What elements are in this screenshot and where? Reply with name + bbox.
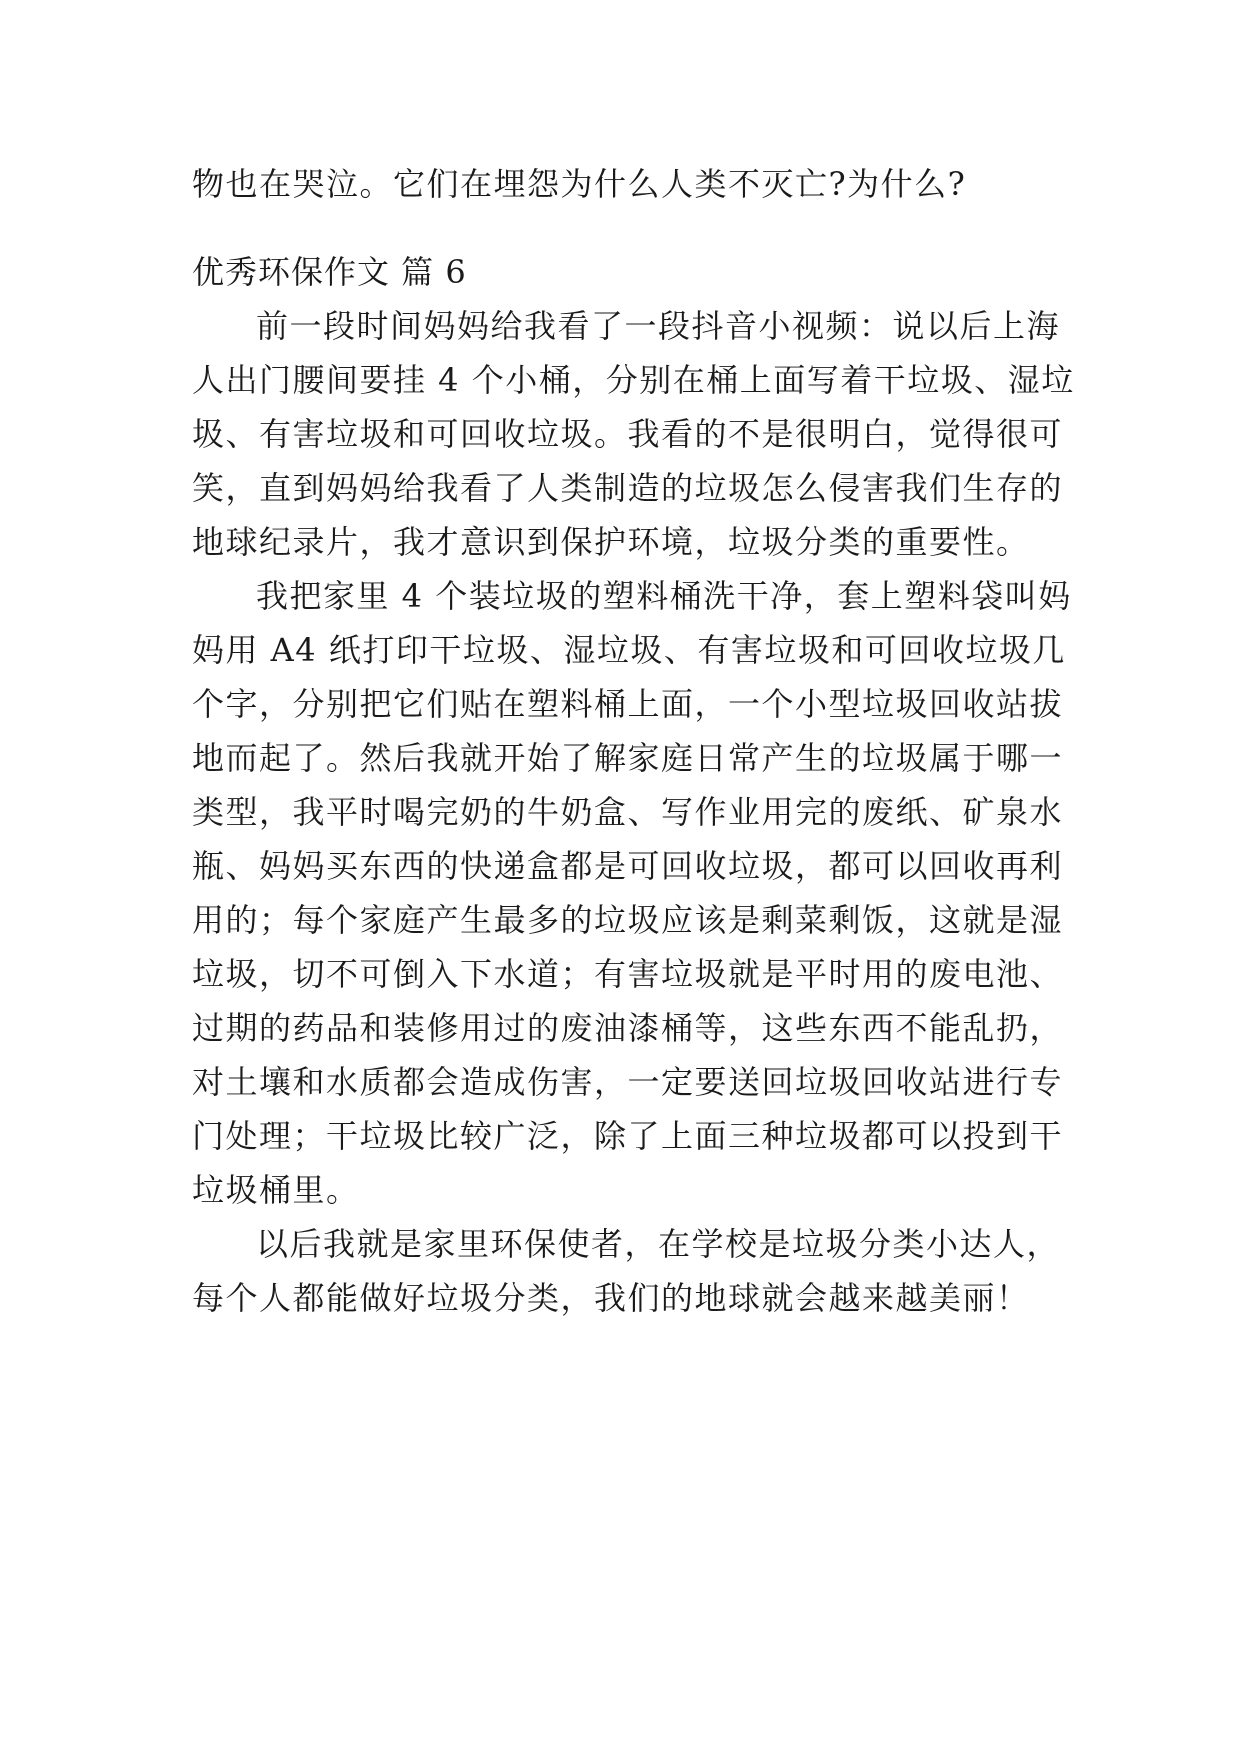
continuation-line: 物也在哭泣。它们在埋怨为什么人类不灭亡?为什么? (192, 165, 967, 203)
paragraph-line: 垃圾桶里。 (192, 1171, 360, 1209)
paragraph-line: 过期的药品和装修用过的废油漆桶等，这些东西不能乱扔， (192, 1009, 1064, 1047)
paragraph-line: 门处理；干垃圾比较广泛，除了上面三种垃圾都可以投到干 (192, 1117, 1064, 1155)
paragraph-line: 妈用 A4 纸打印干垃圾、湿垃圾、有害垃圾和可回收垃圾几 (192, 631, 1066, 669)
paragraph-line: 前一段时间妈妈给我看了一段抖音小视频：说以后上海 (256, 307, 1061, 345)
paragraph-line: 以后我就是家里环保使者，在学校是垃圾分类小达人， (256, 1225, 1061, 1263)
paragraph-line: 用的；每个家庭产生最多的垃圾应该是剩菜剩饭，这就是湿 (192, 901, 1064, 939)
paragraph-line: 瓶、妈妈买东西的快递盒都是可回收垃圾，都可以回收再利 (192, 847, 1064, 885)
paragraph-line: 个字，分别把它们贴在塑料桶上面，一个小型垃圾回收站拔 (192, 685, 1064, 723)
paragraph-line: 对土壤和水质都会造成伤害，一定要送回垃圾回收站进行专 (192, 1063, 1064, 1101)
paragraph-line: 圾、有害垃圾和可回收垃圾。我看的不是很明白，觉得很可 (192, 415, 1064, 453)
paragraph-line: 笑，直到妈妈给我看了人类制造的垃圾怎么侵害我们生存的 (192, 469, 1064, 507)
section-title: 优秀环保作文 篇 6 (192, 253, 467, 291)
paragraph-line: 地而起了。然后我就开始了解家庭日常产生的垃圾属于哪一 (192, 739, 1064, 777)
paragraph-line: 地球纪录片，我才意识到保护环境，垃圾分类的重要性。 (192, 523, 1030, 561)
paragraph-line: 类型，我平时喝完奶的牛奶盒、写作业用完的废纸、矿泉水 (192, 793, 1064, 831)
paragraph-line: 垃圾，切不可倒入下水道；有害垃圾就是平时用的废电池、 (192, 955, 1064, 993)
paragraph-line: 每个人都能做好垃圾分类，我们的地球就会越来越美丽！ (192, 1279, 1030, 1317)
paragraph-line: 我把家里 4 个装垃圾的塑料桶洗干净，套上塑料袋叫妈 (256, 577, 1072, 615)
paragraph-line: 人出门腰间要挂 4 个小桶，分别在桶上面写着干垃圾、湿垃 (192, 361, 1075, 399)
